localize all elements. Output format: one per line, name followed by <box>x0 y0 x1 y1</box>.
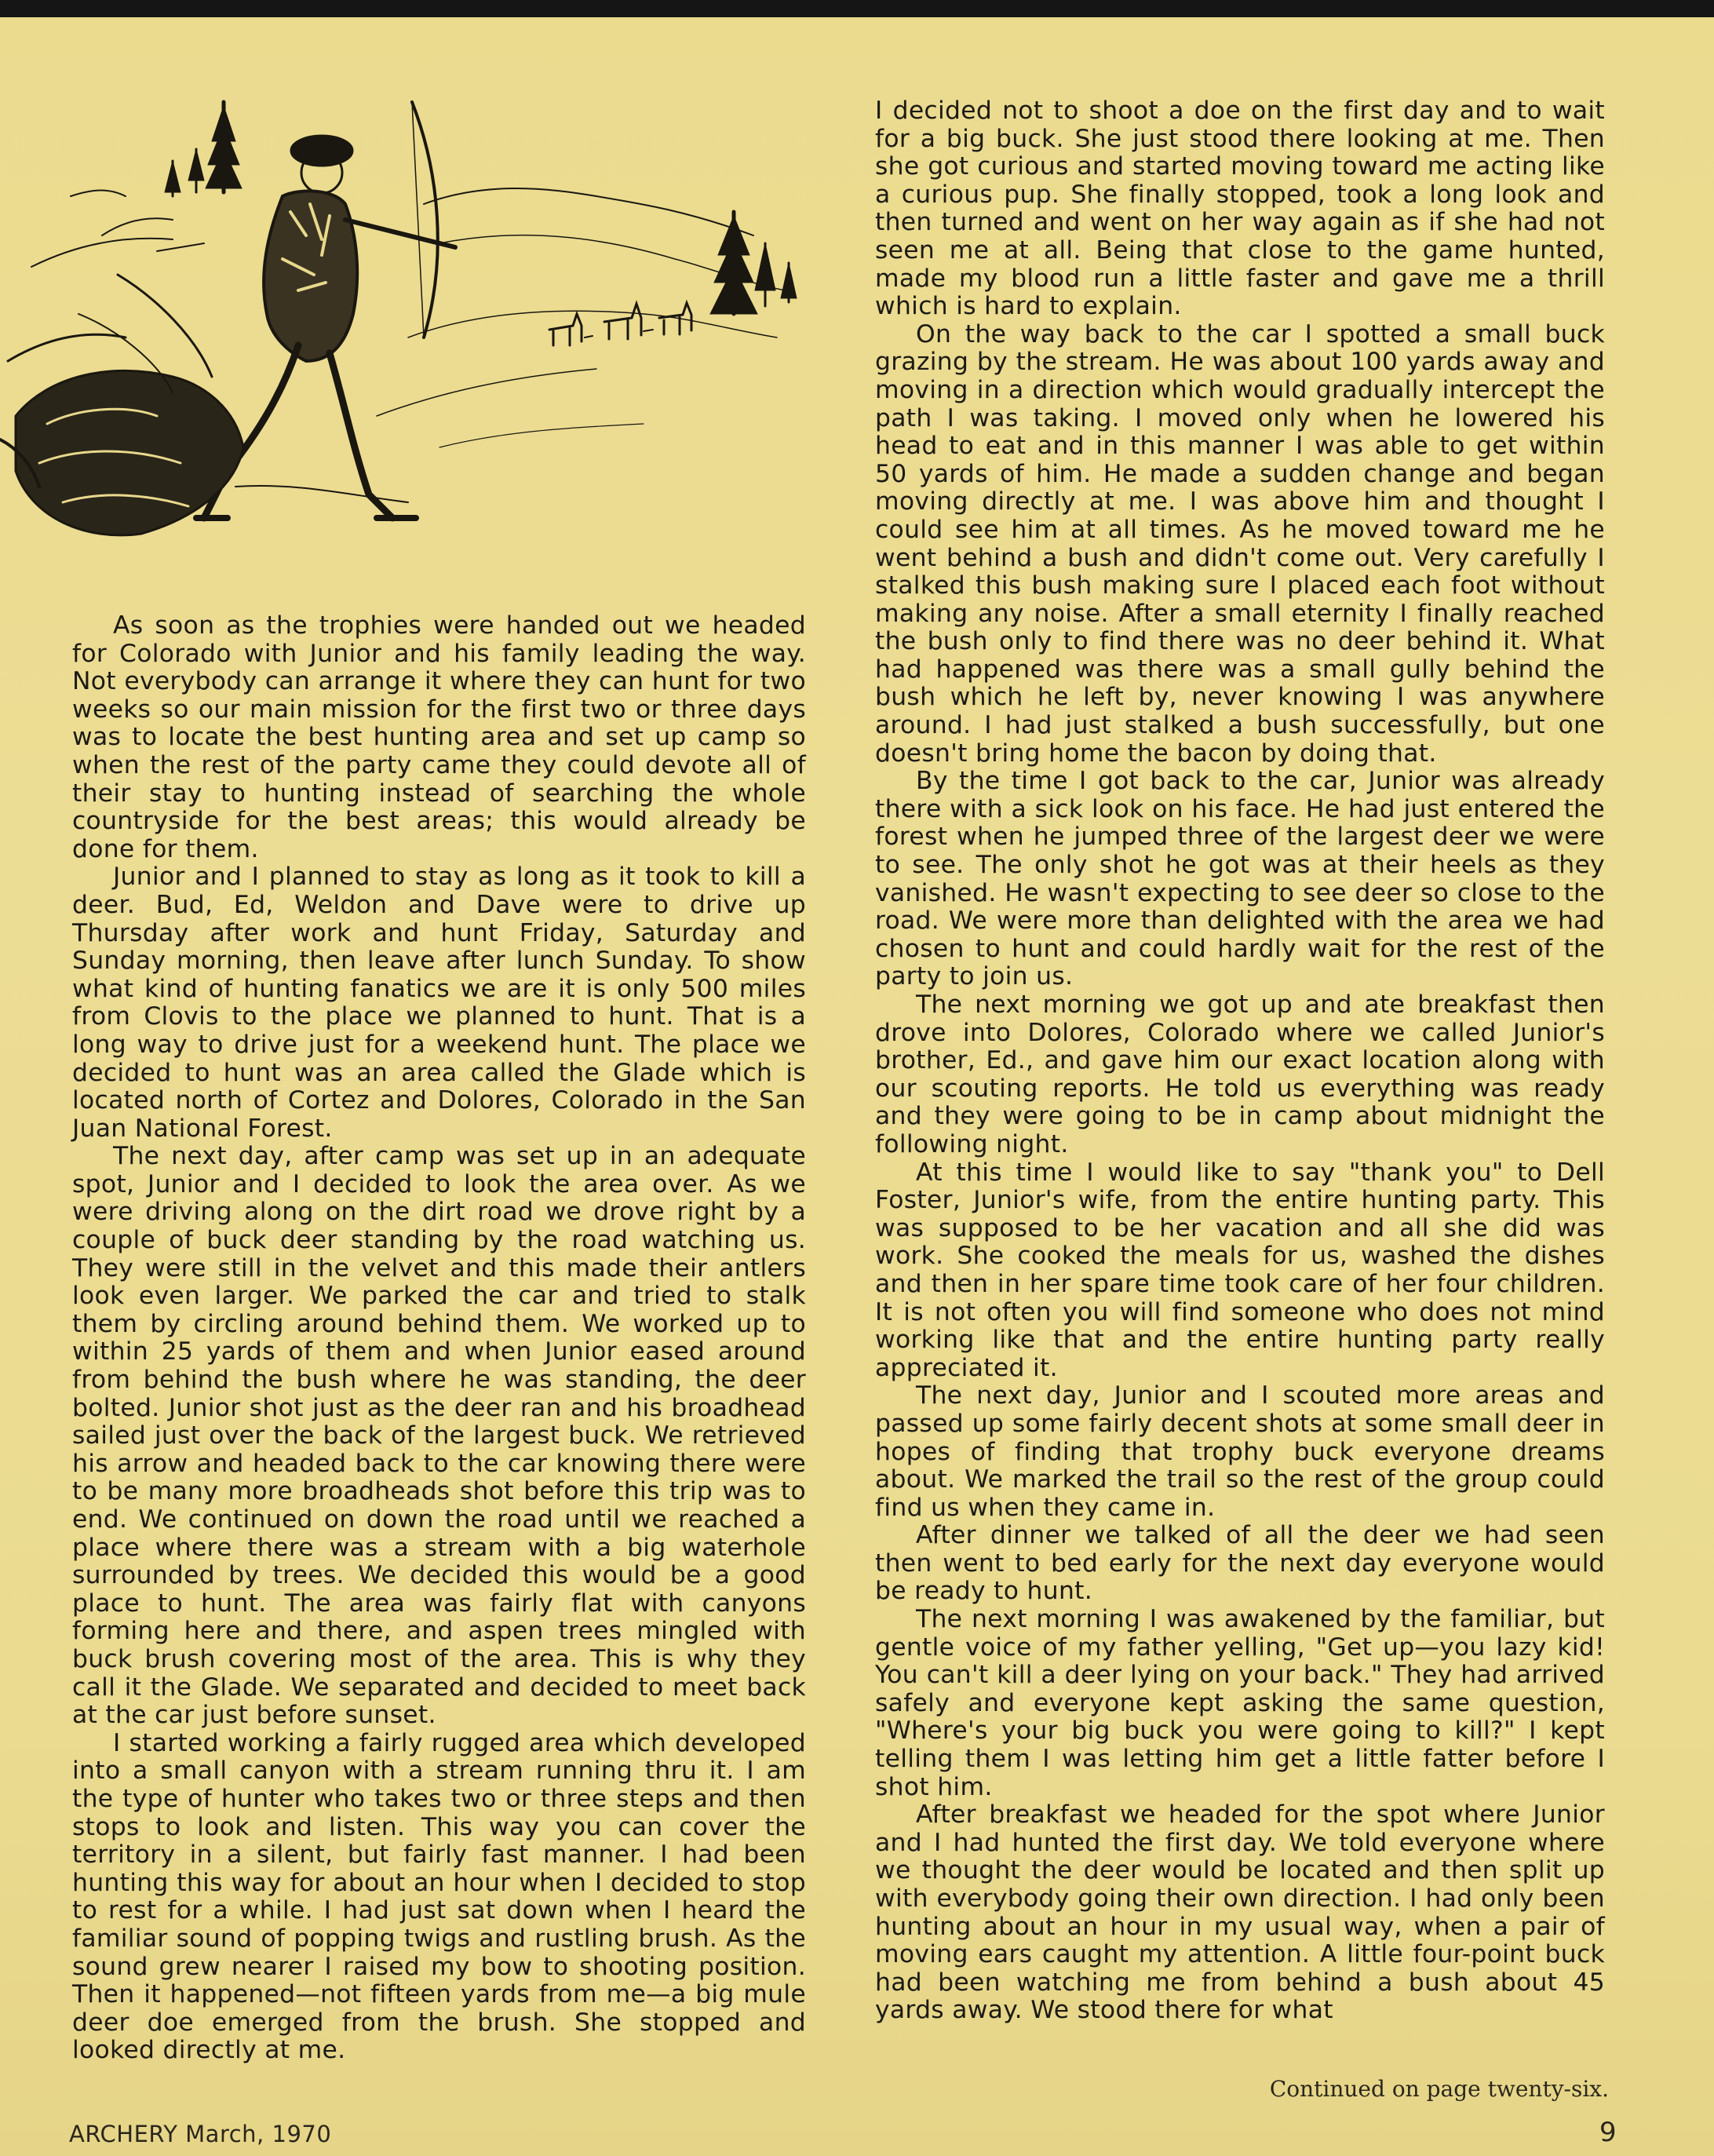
archer-hunting-illustration <box>0 78 808 549</box>
article-column-left <box>72 612 806 2065</box>
article-paragraph: After dinner we talked of all the deer we had seen then went to bed early for the next day everyone would be ready to hunt. <box>875 1521 1605 1606</box>
continued-note: Continued on page twenty-six. <box>1269 2076 1609 2102</box>
article-paragraph: At this time I would like to say "thank you" to Dell Foster, Junior's wife, from the entire hunting party. This was supposed to be her vacation and all she did was work. She cooked the meals for us, washed the dishes and then in her spare time took care of her four children. It is not often you will find someone who does not mind working like that and the entire hunting party really appreciated it. <box>875 1158 1605 1382</box>
article-column-right <box>875 97 1605 2025</box>
article-paragraph: I decided not to shoot a doe on the first day and to wait for a big buck. She just stood there looking at me. Then she got curious and started moving toward me acting like a curious pup. She finally stopped, took a long look and then turned and went on her way again as if she had not seen me at all. Being that close to the game hunted, made my blood run a little faster and gave me a thrill which is hard to explain. <box>875 97 1605 321</box>
article-paragraph: The next day, Junior and I scouted more areas and passed up some fairly decent shots at some small deer in hopes of finding that trophy buck everyone dreams about. We marked the trail so the rest of the group could find us when they came in. <box>875 1381 1605 1522</box>
article-paragraph: I started working a fairly rugged area which developed into a small canyon with a stream running thru it. I am the type of hunter who takes two or three steps and then stops to look and listen. This way you can cover the territory in a silent, but fairly fast manner. I had been hunting this way for about an hour when I decided to stop to rest for a while. I had just sat down when I heard the familiar sound of popping twigs and rustling brush. As the sound grew nearer I raised my bow to shooting position. Then it happened—not fifteen yards from me—a big mule deer doe emerged from the brush. She stopped and looked directly at me. <box>72 1728 806 2065</box>
article-paragraph: After breakfast we headed for the spot where Junior and I had hunted the first day. We told everyone where we thought the deer would be located and then split up with everybody going their own direction. I had only been hunting about an hour in my usual way, when a pair of moving ears caught my attention. A little four-point buck had been watching me from behind a bush about 45 yards away. We stood there for what <box>875 1800 1605 2025</box>
article-paragraph: On the way back to the car I spotted a small buck grazing by the stream. He was about 100 yards away and moving in a direction which would gradually intercept the path I was taking. I moved only when he lowered his head to eat and in this manner I was able to get within 50 yards of him. He made a sudden change and began moving directly at me. I was above him and thought I could see him at all times. As he moved toward me he went behind a bush and didn't come out. Very carefully I stalked this bush making sure I placed each foot without making any noise. After a small eternity I finally reached the bush only to find there was no deer behind it. What had happened was there was a small gully behind the bush which he left by, never knowing I was anywhere around. I had just stalked a bush successfully, but one doesn't bring home the bacon by doing that. <box>875 319 1605 768</box>
article-paragraph: The next morning I was awakened by the familiar, but gentle voice of my father yelling, "Get up—you lazy kid! You can't kill a deer lying on your back." They had arrived safely and everyone kept asking the same question, "Where's your big buck you were going to kill?" I kept telling them I was letting him get a little fatter before I shot him. <box>875 1605 1605 1801</box>
scan-edge <box>0 0 1714 17</box>
footer-publication: ARCHERY March, 1970 <box>69 2121 332 2147</box>
article-paragraph: By the time I got back to the car, Junior was already there with a sick look on his face. He had just entered the forest when he jumped three of the largest deer we were to see. The only shot he got was at their heels as they vanished. He wasn't expecting to see deer so close to the road. We were more than delighted with the area we had chosen to hunt and could hardly wait for the rest of the party to join us. <box>875 767 1605 991</box>
page-number: 9 <box>1599 2117 1617 2148</box>
article-paragraph: The next day, after camp was set up in an adequate spot, Junior and I decided to look the area over. As we were driving along on the dirt road we drove right by a couple of buck deer standing by the road watching us. They were still in the velvet and this made their antlers look even larger. We parked the car and tried to stalk them by circling around behind them. We worked up to within 25 yards of them and when Junior eased around from behind the bush where he was standing, the deer bolted. Junior shot just as the deer ran and his broadhead sailed just over the back of the largest buck. We retrieved his arrow and headed back to the car knowing there were to be many more broadheads shot before this trip was to end. We continued on down the road until we reached a place where there was a stream with a big waterhole surrounded by trees. We decided this would be a good place to hunt. The area was fairly flat with canyons forming here and there, and aspen trees mingled with buck brush covering most of the area. This is why they call it the Glade. We separated and decided to meet back at the car just before sunset. <box>72 1142 806 1730</box>
article-paragraph: Junior and I planned to stay as long as it took to kill a deer. Bud, Ed, Weldon and Dave were to drive up Thursday after work and hunt Friday, Saturday and Sunday morning, then leave after lunch Sunday. To show what kind of hunting fanatics we are it is only 500 miles from Clovis to the place we planned to hunt. That is a long way to drive just for a weekend hunt. The place we decided to hunt was an area called the Glade which is located north of Cortez and Dolores, Colorado in the San Juan National Forest. <box>72 863 806 1143</box>
article-paragraph: As soon as the trophies were handed out we headed for Colorado with Junior and his family leading the way. Not everybody can arrange it where they can hunt for two weeks so our main mission for the first two or three days was to locate the best hunting area and set up camp so when the rest of the party came they could devote all of their stay to hunting instead of searching the whole countryside for the best areas; this would already be done for them. <box>72 611 806 863</box>
article-paragraph: The next morning we got up and ate breakfast then drove into Dolores, Colorado where we called Junior's brother, Ed., and gave him our exact location along with our scouting reports. He told us everything was ready and they were going to be in camp about midnight the following night. <box>875 990 1605 1158</box>
